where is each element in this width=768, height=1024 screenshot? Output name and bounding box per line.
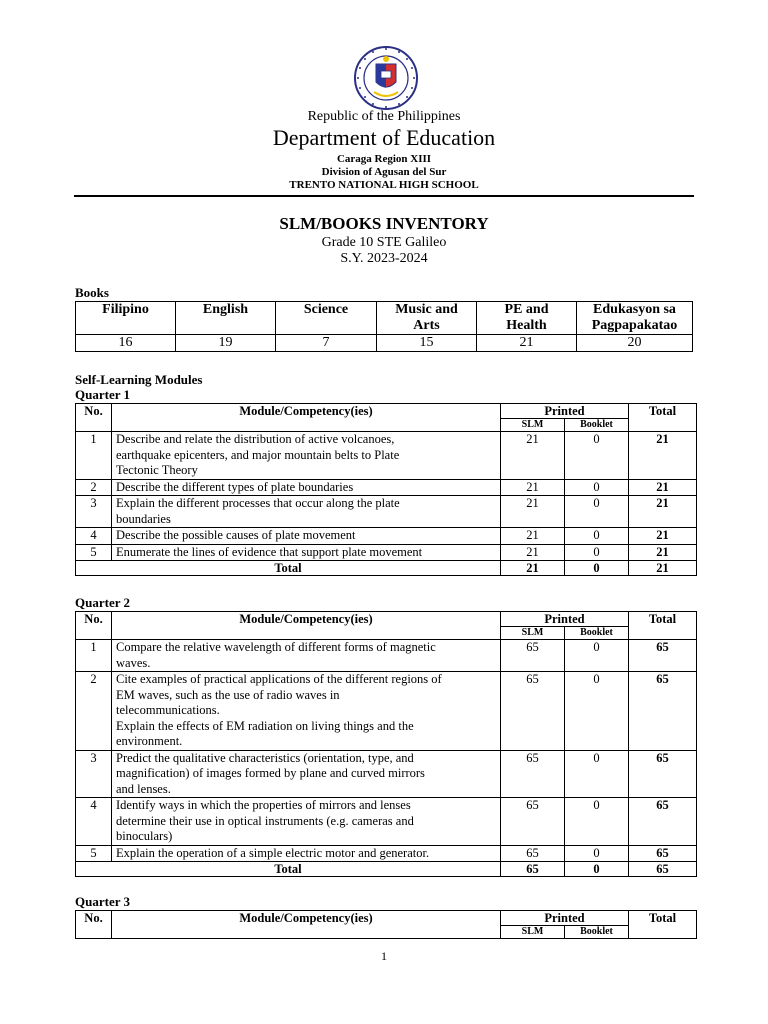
header-no: No. bbox=[76, 911, 112, 939]
table-row bbox=[76, 798, 697, 846]
booklet-count: 0 bbox=[565, 432, 629, 480]
books-count-cell: 7 bbox=[276, 335, 377, 352]
department-heading: Department of Education bbox=[272, 125, 496, 150]
competency-cell: Explain the operation of a simple electric motor and generator. bbox=[112, 845, 501, 862]
competency-cell: Describe and relate the distribution of active volcanoes, earthquake epicenters, and major mountain belts to Plate Tectonic Theory bbox=[112, 432, 501, 480]
books-count-cell: 20 bbox=[577, 335, 693, 352]
books-column-header: Science bbox=[276, 302, 377, 335]
header-booklet: Booklet bbox=[565, 627, 629, 640]
row-number: 2 bbox=[76, 672, 112, 751]
booklet-count: 0 bbox=[565, 750, 629, 798]
books-column-header: English bbox=[176, 302, 276, 335]
quarter-1-table bbox=[75, 403, 697, 576]
table-row bbox=[76, 496, 697, 528]
header-printed: Printed bbox=[501, 612, 629, 627]
row-number: 3 bbox=[76, 496, 112, 528]
total-label: Total bbox=[76, 862, 501, 877]
deped-seal-logo bbox=[350, 46, 422, 110]
row-number: 4 bbox=[76, 798, 112, 846]
slm-count: 65 bbox=[501, 845, 565, 862]
table-row bbox=[76, 479, 697, 496]
row-total: 65 bbox=[629, 640, 697, 672]
header-total: Total bbox=[629, 612, 697, 640]
header-total: Total bbox=[629, 404, 697, 432]
school-name: TRENTO NATIONAL HIGH SCHOOL bbox=[289, 179, 479, 191]
competency-cell: Explain the different processes that occur along the plate boundaries bbox=[112, 496, 501, 528]
grade-section: Grade 10 STE Galileo bbox=[321, 235, 447, 250]
row-total: 65 bbox=[629, 672, 697, 751]
header-module: Module/Competency(ies) bbox=[112, 404, 501, 432]
competency-cell: Describe the different types of plate boundaries bbox=[112, 479, 501, 496]
slm-count: 21 bbox=[501, 479, 565, 496]
header-module: Module/Competency(ies) bbox=[112, 911, 501, 939]
row-number: 4 bbox=[76, 528, 112, 545]
header-total: Total bbox=[629, 911, 697, 939]
header-module: Module/Competency(ies) bbox=[112, 612, 501, 640]
quarter-3-table bbox=[75, 910, 697, 939]
competency-cell: Describe the possible causes of plate movement bbox=[112, 528, 501, 545]
books-column-header: Filipino bbox=[76, 302, 176, 335]
booklet-count: 0 bbox=[565, 496, 629, 528]
header-slm: SLM bbox=[501, 627, 565, 640]
total-row bbox=[76, 561, 697, 576]
table-row bbox=[76, 640, 697, 672]
books-label: Books bbox=[75, 285, 109, 300]
slm-count: 65 bbox=[501, 750, 565, 798]
booklet-count: 0 bbox=[565, 544, 629, 561]
table-row bbox=[76, 845, 697, 862]
competency-cell: Identify ways in which the properties of mirrors and lenses determine their use in optical instruments (e.g. cameras and binoculars) bbox=[112, 798, 501, 846]
table-row bbox=[76, 750, 697, 798]
table-row bbox=[76, 432, 697, 480]
books-count-cell: 15 bbox=[377, 335, 477, 352]
competency-cell: Compare the relative wavelength of different forms of magnetic waves. bbox=[112, 640, 501, 672]
competency-cell: Predict the qualitative characteristics (orientation, type, and magnification) of images formed by plane and curved mirrors and lenses. bbox=[112, 750, 501, 798]
header-booklet: Booklet bbox=[565, 926, 629, 939]
slm-label: Self-Learning Modules bbox=[75, 372, 203, 387]
total-label: Total bbox=[76, 561, 501, 576]
header-slm: SLM bbox=[501, 419, 565, 432]
row-total: 21 bbox=[629, 544, 697, 561]
booklet-count: 0 bbox=[565, 640, 629, 672]
books-column-header: Music and Arts bbox=[377, 302, 477, 335]
slm-count: 65 bbox=[501, 640, 565, 672]
republic-heading: Republic of the Philippines bbox=[307, 109, 461, 124]
slm-count: 65 bbox=[501, 672, 565, 751]
quarter-2-label: Quarter 2 bbox=[75, 595, 130, 610]
booklet-count: 0 bbox=[565, 672, 629, 751]
row-number: 1 bbox=[76, 640, 112, 672]
books-table bbox=[75, 301, 693, 352]
table-row bbox=[76, 528, 697, 545]
row-total: 21 bbox=[629, 528, 697, 545]
booklet-count: 0 bbox=[565, 479, 629, 496]
header-printed: Printed bbox=[501, 404, 629, 419]
row-number: 1 bbox=[76, 432, 112, 480]
slm-count: 21 bbox=[501, 544, 565, 561]
slm-count: 65 bbox=[501, 798, 565, 846]
header-no: No. bbox=[76, 612, 112, 640]
books-column-header: PE and Health bbox=[477, 302, 577, 335]
row-number: 5 bbox=[76, 845, 112, 862]
document-title: SLM/BOOKS INVENTORY bbox=[279, 214, 489, 233]
row-total: 65 bbox=[629, 750, 697, 798]
quarter-3-label: Quarter 3 bbox=[75, 894, 130, 909]
row-total: 21 bbox=[629, 432, 697, 480]
row-number: 2 bbox=[76, 479, 112, 496]
total-slm: 65 bbox=[501, 862, 565, 877]
total-row bbox=[76, 862, 697, 877]
books-count-cell: 16 bbox=[76, 335, 176, 352]
booklet-count: 0 bbox=[565, 798, 629, 846]
header-booklet: Booklet bbox=[565, 419, 629, 432]
header-slm: SLM bbox=[501, 926, 565, 939]
row-total: 21 bbox=[629, 479, 697, 496]
row-total: 65 bbox=[629, 798, 697, 846]
booklet-count: 0 bbox=[565, 528, 629, 545]
slm-count: 21 bbox=[501, 432, 565, 480]
page-number: 1 bbox=[381, 949, 387, 963]
total-booklet: 0 bbox=[565, 862, 629, 877]
quarter-2-table bbox=[75, 611, 697, 877]
quarter-1-label: Quarter 1 bbox=[75, 387, 130, 402]
school-year: S.Y. 2023-2024 bbox=[340, 251, 428, 266]
row-number: 3 bbox=[76, 750, 112, 798]
row-total: 65 bbox=[629, 845, 697, 862]
competency-cell: Cite examples of practical applications of the different regions of EM waves, such as the use of radio waves in telecommunications. Explain the effects of EM radiation on living things and the environment. bbox=[112, 672, 501, 751]
books-count-cell: 19 bbox=[176, 335, 276, 352]
total-overall: 65 bbox=[629, 862, 697, 877]
slm-count: 21 bbox=[501, 496, 565, 528]
total-booklet: 0 bbox=[565, 561, 629, 576]
division-line: Division of Agusan del Sur bbox=[321, 166, 447, 178]
table-row bbox=[76, 672, 697, 751]
region-line: Caraga Region XIII bbox=[336, 153, 432, 165]
row-total: 21 bbox=[629, 496, 697, 528]
header-divider bbox=[74, 195, 694, 197]
row-number: 5 bbox=[76, 544, 112, 561]
competency-cell: Enumerate the lines of evidence that support plate movement bbox=[112, 544, 501, 561]
header-no: No. bbox=[76, 404, 112, 432]
books-count-cell: 21 bbox=[477, 335, 577, 352]
total-slm: 21 bbox=[501, 561, 565, 576]
table-row bbox=[76, 544, 697, 561]
total-overall: 21 bbox=[629, 561, 697, 576]
books-column-header: Edukasyon sa Pagpapakatao bbox=[577, 302, 693, 335]
booklet-count: 0 bbox=[565, 845, 629, 862]
header-printed: Printed bbox=[501, 911, 629, 926]
slm-count: 21 bbox=[501, 528, 565, 545]
